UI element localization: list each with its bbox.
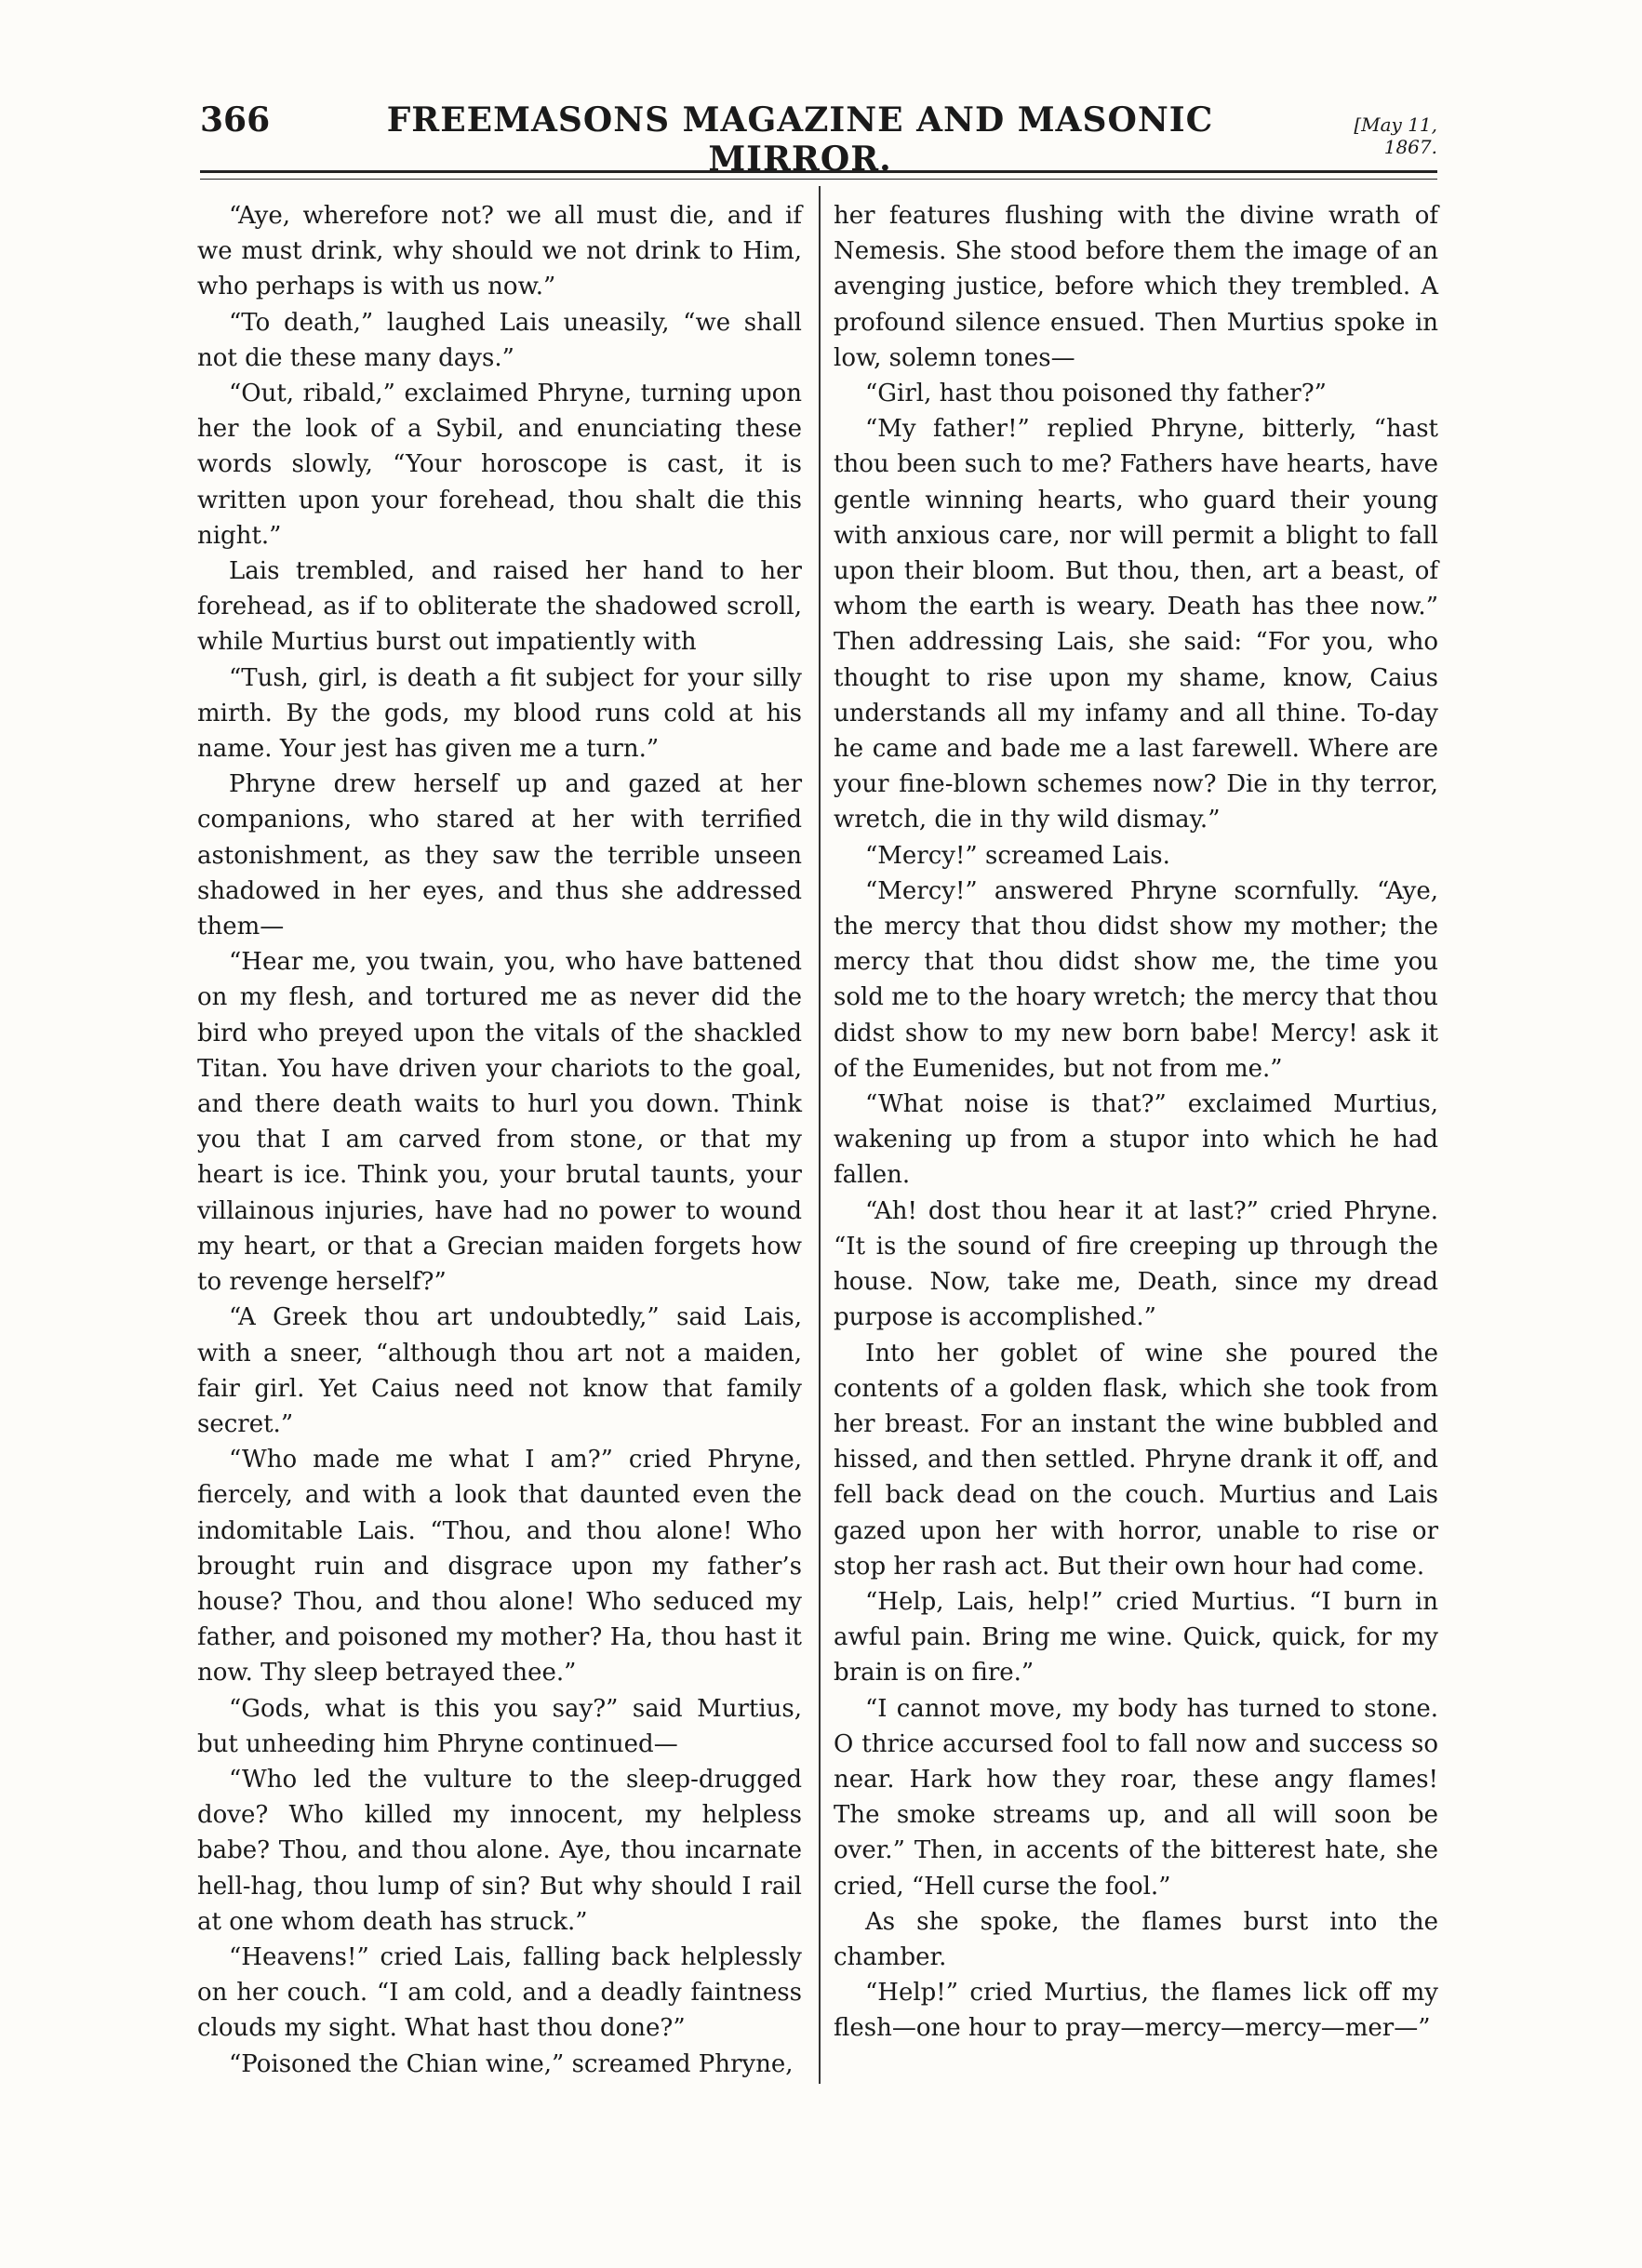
paragraph: “Ah! dost thou hear it at last?” cried Phryne. “It is the sound of fire creeping up through the house. Now, take me, Death, since my dread purpose is accomplished.”	[834, 1196, 1438, 1332]
paragraph: “Help!” cried Murtius, the flames lick off my flesh—one hour to pray—mercy—mercy—mer—”	[834, 1979, 1438, 2043]
paragraph: “Girl, hast thou poisoned thy father?”	[865, 380, 1327, 408]
right-column	[834, 198, 1438, 2047]
paragraph: As she spoke, the flames burst into the chamber.	[834, 1907, 1438, 1971]
paragraph: “A Greek thou art undoubtedly,” said Lais, with a sneer, “although thou art not a maiden, fair girl. Yet Caius need not know that family secret.”	[197, 1303, 802, 1438]
paragraph: “Mercy!” answered Phryne scornfully. “Aye, the mercy that thou didst show my mother; the mercy that thou didst show me, the time you sold me to the hoary wretch; the mercy that thou didst show to my new born babe! Mercy! ask it of the Eumenides, but not from me.”	[834, 876, 1438, 1083]
paragraph: “Heavens!” cried Lais, falling back helplessly on her couch. “I am cold, and a deadly faintness clouds my sight. What hast thou done?”	[197, 1942, 802, 2043]
paragraph: “Who led the vulture to the sleep-drugged dove? Who killed my innocent, my helpless babe? Thou, and thou alone. Aye, thou incarnate hell-hag, thou lump of sin? But why should I rail at one whom death has struck.”	[197, 1765, 802, 1936]
header-rule-thin	[200, 179, 1437, 180]
column-divider	[819, 186, 821, 2084]
paragraph: “To death,” laughed Lais uneasily, “we shall not die these many days.”	[197, 308, 802, 372]
paragraph: “Tush, girl, is death a fit subject for your silly mirth. By the gods, my blood runs cold at his name. Your jest has given me a turn.”	[197, 663, 802, 764]
left-column	[197, 198, 802, 2082]
paragraph: “My father!” replied Phryne, bitterly, “hast thou been such to me? Fathers have hearts, have gentle winning hearts, who guard their young with anxious care, nor will permit a blight to fall upon their bloom. But thou, then, art a beast, of whom the earth is weary. Death has thee now.” Then addressing Lais, she said: “For you, who thought to rise upon my shame, know, Caius understands all my infamy and all thine. To-day he came and bade me a last farewell. Where are your fine-blown schemes now? Die in thy terror, wretch, die in thy wild dismay.”	[834, 415, 1438, 834]
paragraph: “Help, Lais, help!” cried Murtius. “I burn in awful pain. Bring me wine. Quick, quick, for my brain is on fire.”	[834, 1587, 1438, 1688]
header-rule-thick	[200, 170, 1437, 173]
paragraph: “Hear me, you twain, you, who have battened on my flesh, and tortured me as never did the bird who preyed upon the vitals of the shackled Titan. You have driven your chariots to the goal, and there death waits to hurl you down. Think you that I am carved from stone, or that my heart is ice. Think you, your brutal taunts, your villainous injuries, have had no power to wound my heart, or that a Grecian maiden forgets how to revenge herself?”	[197, 948, 802, 1297]
paragraph: her features flushing with the divine wrath of Nemesis. She stood before them the image of an avenging justice, before which they trembled. A profound silence ensued. Then Murtius spoke in low, solemn tones—	[834, 202, 1438, 372]
issue-date: [May 11, 1867.	[1354, 113, 1437, 158]
magazine-title: FREEMASONS MAGAZINE AND MASONIC MIRROR.	[386, 100, 1214, 179]
paragraph: “Poisoned the Chian wine,” screamed Phryne,	[229, 2049, 794, 2078]
paragraph: “Aye, wherefore not? we all must die, and if we must drink, why should we not drink to Him, who perhaps is with us now.”	[197, 202, 802, 301]
paragraph: “I cannot move, my body has turned to stone. O thrice accursed fool to fall now and success so near. Hark how they roar, these angy flames! The smoke streams up, and all will soon be over.” Then, in accents of the bitterest hate, she cried, “Hell curse the fool.”	[834, 1694, 1438, 1901]
paragraph: “Out, ribald,” exclaimed Phryne, turning upon her the look of a Sybil, and enunciating these words slowly, “Your horoscope is cast, it is written upon your forehead, thou shalt die this night.”	[197, 380, 802, 550]
paragraph: “What noise is that?” exclaimed Murtius, wakening up from a stupor into which he had fallen.	[834, 1090, 1438, 1190]
paragraph: Into her goblet of wine she poured the contents of a golden flask, which she took from her breast. For an instant the wine bubbled and hissed, and then settled. Phryne drank it off, and fell back dead on the couch. Murtius and Lais gazed upon her with horror, unable to rise or stop her rash act. But their own hour had come.	[834, 1339, 1438, 1581]
page-number: 366	[200, 100, 271, 140]
paragraph: Phryne drew herself up and gazed at her companions, who stared at her with terrified astonishment, as they saw the terrible unseen shadowed in her eyes, and thus she addressed them—	[197, 770, 802, 941]
paragraph: Lais trembled, and raised her hand to her forehead, as if to obliterate the shadowed scroll, while Murtius burst out impatiently with	[197, 557, 802, 657]
paragraph: “Gods, what is this you say?” said Murtius, but unheeding him Phryne continued—	[197, 1694, 802, 1758]
page-header	[200, 100, 1437, 179]
paragraph: “Mercy!” screamed Lais.	[865, 841, 1170, 870]
paragraph: “Who made me what I am?” cried Phryne, fiercely, and with a look that daunted even the indomitable Lais. “Thou, and thou alone! Who brought ruin and disgrace upon my father’s house? Thou, and thou alone! Who seduced my father, and poisoned my mother? Ha, thou hast it now. Thy sleep betrayed thee.”	[197, 1446, 802, 1688]
